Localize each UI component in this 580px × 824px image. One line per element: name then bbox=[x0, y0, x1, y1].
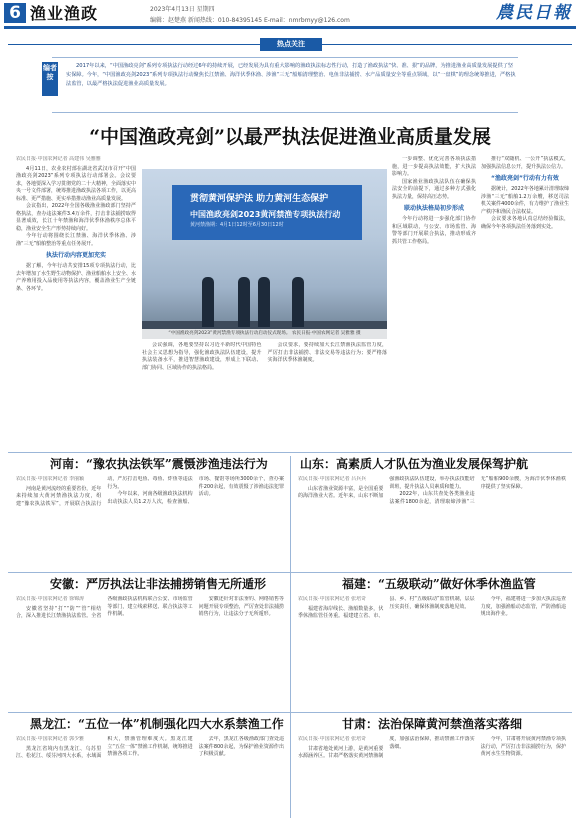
article-paragraph: 今年以来，河南各级渔政执法机构出动执法人员1.2万人次，检查渔船、市场、餐馆等场所3000余个，查办案件200余起，有效震慑了涉渔违法犯罪活动。 bbox=[107, 476, 284, 505]
article-paragraph: 甘肃省地处黄河上游，是黄河重要水源涵养区。甘肃严格落实黄河禁渔制度，加强法治保障，推动禁渔工作落实落细。 bbox=[298, 736, 475, 759]
main-article-col-2 bbox=[142, 342, 387, 448]
section-title: 渔业渔政 bbox=[30, 4, 99, 23]
article-paragraph: 山东省渔业资源丰富，是全国重要的海洋渔业大省。近年来，山东不断加强渔政执法队伍建设，举办执法技能培训班，提升执法人员素质和能力。 bbox=[298, 476, 475, 499]
article-byline: 农民日报·中国农网记者 吕兵兵 bbox=[298, 476, 367, 482]
main-paragraph: 会议要求，要持续加大长江禁渔执法监管力度，严厉打击非法捕捞、非法交易等违法行为；要严格落实海洋伏季休渔制度。 bbox=[267, 342, 387, 363]
article-headline-fujian: 福建：“五级联动”做好休季休渔监管 bbox=[342, 577, 536, 591]
photo-banner-line-1: 贯彻黄河保护法 助力黄河生态保护 bbox=[190, 194, 329, 204]
article-body-heilongjiang bbox=[16, 736, 284, 820]
article-paragraph: 福建省海岸线长、渔船数量多，伏季休渔监管任务重。福建建立省、市、县、乡、村“五级联动”监管机制，层层压实责任，确保休渔制度落地见效。 bbox=[298, 596, 475, 619]
article-paragraph: 今年，福建将进一步加大执法巡查力度，加强渔船动态监管，严防渔船违规出海作业。 bbox=[480, 596, 566, 617]
issue-date: 2023年4月13日 星期四 bbox=[150, 6, 215, 13]
article-body-gansu bbox=[298, 736, 566, 820]
article-byline: 农民日报·中国农网记者 徐锦涛 bbox=[16, 596, 85, 602]
main-paragraph: 一步调整、优化完善各项执法措施，进一步提高执法效能，扩大执法影响力。 bbox=[392, 156, 476, 177]
article-paragraph: 去年，黑龙江各级渔政部门查处违法案件800余起，为保护渔业资源作出了积极贡献。 bbox=[198, 736, 284, 757]
article-paragraph: 安徽省坚持“打”“防”“管”相结合，深入推进长江禁渔执法监管。全省各级渔政执法机构联合公安、市场监管等部门，建立线索移送、联合执法等工作机制。 bbox=[16, 596, 193, 619]
editor-note-text: 2017年以来，“中国渔政亮剑”系列专项执法行动经过6年的持续开展，已经发展为具有重大影响的渔政执法标志性行动，打造了渔政执法“快、准、狠”的品牌，为推进渔业高质量发展提供了坚实保障。今年，“中国渔政亮剑2023”系列专项执法行动聚焦长江禁渔、海洋伏季休渔、涉渔“三无”船舶清理整治、电鱼非法捕捞、水产品质量安全等重点领域，以“一盘棋”的理念统筹推进，严格执法监管，以最严格执法促进渔业高质量发展。 bbox=[66, 63, 516, 87]
article-headline-anhui: 安徽：严厉执法让非法捕捞销售无所遁形 bbox=[50, 577, 267, 591]
focus-label: 热点关注 bbox=[260, 38, 322, 51]
main-subhead: 联动执法格局初步形成 bbox=[403, 205, 464, 212]
column-divider bbox=[290, 456, 291, 818]
main-paragraph: 会议要求各地认真总结经验做法，确保今年各项执法任务落到实处。 bbox=[481, 216, 569, 230]
photo-person bbox=[292, 277, 304, 327]
main-subhead: “渔政亮剑”行动有力有效 bbox=[491, 175, 559, 182]
section-divider bbox=[8, 452, 572, 453]
main-headline: “中国渔政亮剑”以最严执法促进渔业高质量发展 bbox=[89, 126, 491, 148]
article-headline-heilongjiang: 黑龙江：“五位一体”机制强化四大水系禁渔工作 bbox=[30, 717, 284, 731]
article-headline-gansu: 甘肃：法治保障黄河禁渔落实落细 bbox=[342, 717, 523, 731]
photo-caption: “中国渔政亮剑2023”黄河禁渔专项执法行动启动仪式现场。 农民日报·中国农网记者 吴雅雅 摄 bbox=[142, 329, 387, 339]
article-byline: 农民日报·中国农网记者 张培奇 bbox=[298, 736, 367, 742]
main-subhead: 执法行动内容更加充实 bbox=[45, 252, 106, 259]
main-paragraph: 今年行动将围绕长江禁渔、海洋伏季休渔、涉渔“三无”船舶整治等重点任务展开。 bbox=[16, 233, 136, 247]
main-paragraph: 据了解，今年行动共安排15项专项执法行动，比去年增加了水生野生动物保护、渔业船舶水上安全、水产养殖用投入品使用等执法内容，覆盖渔业生产全链条、各环节。 bbox=[16, 263, 136, 292]
article-body-henan bbox=[16, 476, 284, 568]
article-body-shandong bbox=[298, 476, 566, 568]
article-byline: 农民日报·中国农网记者 张培奇 bbox=[298, 596, 367, 602]
main-paragraph: 推行“双随机、一公开”执法模式，加强执法信息公开，提升执法公信力。 bbox=[481, 156, 569, 170]
newspaper-logo: 農民日報 bbox=[496, 3, 572, 23]
article-paragraph: 河南是黄河流经的重要省份，近年来持续加大黄河禁渔执法力度，组建“豫农执法铁军”，开展联合执法行动，严厉打击电鱼、毒鱼、炸鱼等违法行为。 bbox=[16, 476, 193, 507]
editor-note-tag: 编者按 bbox=[42, 62, 58, 96]
editor-note bbox=[43, 57, 518, 113]
page-number: 6 bbox=[4, 3, 26, 23]
article-body-fujian bbox=[298, 596, 566, 708]
article-headline-henan: 河南：“豫农执法铁军”震慑涉渔违法行为 bbox=[50, 457, 268, 471]
article-paragraph: 黑龙江省境内有黑龙江、乌苏里江、松花江、绥芬河四大水系，水域面积大，禁渔管理难度大。黑龙江建立“五位一体”禁渔工作机制，统筹推进禁渔各项工作。 bbox=[16, 736, 193, 759]
header-rule bbox=[4, 26, 576, 29]
main-byline: 农民日报·中国农网记者 高建伟 吴雅雅 bbox=[16, 156, 101, 162]
main-article-col-3 bbox=[392, 156, 476, 448]
main-paragraph: 会议强调，各地要坚持以习近平新时代中国特色社会主义思想为指导，强化渔政执法队伍建设，提升执法装备水平，推进智慧渔政建设，形成上下联动、部门协同、区域协作的执法格局。 bbox=[142, 342, 262, 371]
article-paragraph: 今年，甘肃将开展黄河禁渔专项执法行动，严厉打击非法捕捞行为，保护黄河水生生物资源。 bbox=[480, 736, 566, 757]
photo-person bbox=[258, 277, 270, 327]
photo-banner-line-3: 黄河禁渔期：4月1日12时至6月30日12时 bbox=[190, 222, 284, 228]
article-paragraph: 2022年，山东共查处各类渔业违法案件1800余起，清理取缔涉渔“三无”船舶900余艘，为海洋伏季休渔秩序提供了坚实保障。 bbox=[389, 476, 566, 505]
article-byline: 农民日报·中国农网记者 李丽颖 bbox=[16, 476, 85, 482]
article-body-anhui bbox=[16, 596, 284, 708]
main-article-col-4 bbox=[481, 156, 569, 448]
photo-person bbox=[238, 277, 250, 327]
editor-contact: 编辑：赵楚燕 新闻热线：010-84395145 E-mail：nmrbmyy@126.com bbox=[150, 17, 350, 24]
article-paragraph: 安徽还针对非法垂钓、网络销售等问题开展专项整治，严厉查处非法捕捞销售行为，让违法分子无所遁形。 bbox=[198, 596, 284, 617]
main-paragraph: 国家渔业渔政执法队伍在确保执法安全的前提下，通过多种方式强化执法力量，保持高压态势。 bbox=[392, 178, 476, 200]
page-header bbox=[0, 0, 580, 33]
article-byline: 农民日报·中国农网记者 郭少雅 bbox=[16, 736, 85, 742]
news-photo bbox=[142, 169, 387, 339]
photo-banner-line-2: 中国渔政亮剑2023黄河禁渔专项执法行动 bbox=[190, 210, 341, 219]
main-paragraph: 4月11日，农业农村部在湖北省武汉市召开“中国渔政亮剑2023”系列专项执法行动部署会。会议要求，各地要深入学习贯彻党的二十大精神，全面落实中央一号文件部署，统筹推进渔政执法各项工作，以更高标准、更严措施、更实举措推动渔业高质量发展。 bbox=[16, 165, 136, 202]
main-paragraph: 今年行动将进一步强化部门协作和区域联动，与公安、市场监管、海警等部门开展联合执法，推动形成齐抓共管工作格局。 bbox=[392, 216, 476, 245]
article-headline-shandong: 山东：高素质人才队伍为渔业发展保驾护航 bbox=[300, 457, 529, 471]
main-paragraph: 据统计，2022年各地累计清理取缔涉渔“三无”船舶1.2万余艘，移送司法机关案件4000余件，有力维护了渔业生产秩序和渔民合法权益。 bbox=[481, 186, 569, 215]
main-paragraph: 会议指出，2022年全国各级渔业渔政部门坚持严格执法，查办违法案件3.4万余件，打击非法捕捞取得显著成效，长江十年禁渔和海洋伏季休渔秩序总体平稳，渔业安全生产形势持续向好。 bbox=[16, 203, 136, 232]
main-article-col-1 bbox=[16, 156, 136, 448]
photo-person bbox=[202, 277, 214, 327]
